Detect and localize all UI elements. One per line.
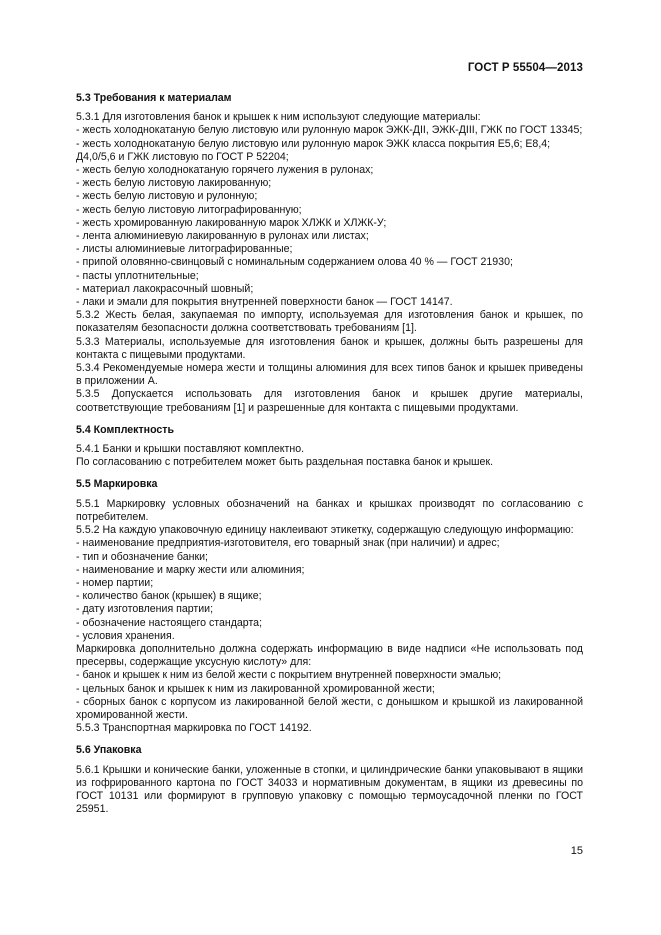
list-item: - жесть холоднокатаную белую листовую или рулонную марок ЭЖК-ДII, ЭЖК-ДIII, ГЖК по ГОСТ 13345; bbox=[76, 124, 583, 137]
list-item: - жесть холоднокатаную белую листовую или рулонную марок ЭЖК класса покрытия Е5,6; Е8,4; Д4,0/5,6 и ГЖК листовую по ГОСТ Р 52204; bbox=[76, 137, 551, 163]
paragraph-5-5-additional: Маркировка дополнительно должна содержать информацию в виде надписи «Не использовать под пресервы, содержащие уксусную кислоту» для: bbox=[76, 642, 583, 669]
label-info-list bbox=[76, 537, 583, 643]
section-title-packaging: 5.6 Упаковка bbox=[76, 744, 142, 757]
list-item: - наименование предприятия-изготовителя, его товарный знак (при наличии) и адрес; bbox=[76, 537, 500, 550]
paragraph-5-3-2: 5.3.2 Жесть белая, закупаемая по импорту, используемая для изготовления банок и крышек, по показателям безопасности должна соответствовать требованиям [1]. bbox=[76, 309, 583, 335]
paragraph-5-3-5: 5.3.5 Допускается использовать для изготовления банок и крышек другие материалы, соответствующие требованиям [1] и разрешенные для контакта с пищевыми продуктами. bbox=[76, 388, 583, 414]
document-body bbox=[76, 92, 583, 816]
list-item: - сборных банок с корпусом из лакированной белой жести, с донышком и крышкой из лакированной хромированной жести. bbox=[76, 695, 583, 721]
list-item: - припой оловянно-свинцовый с номинальным содержанием олова 40 % — ГОСТ 21930; bbox=[76, 256, 513, 269]
paragraph-5-3-3: 5.3.3 Материалы, используемые для изготовления банок и крышек, должны быть разрешены для контакта с пищевыми продуктами. bbox=[76, 335, 583, 361]
list-item: - материал лакокрасочный шовный; bbox=[76, 282, 254, 295]
paragraph-5-6-1: 5.6.1 Крышки и конические банки, уложенные в стопки, и цилиндрические банки упаковывают в ящики из гофрированного картона по ГОСТ 34033 и нормативным документам, в ящики из древесины по ГОСТ 10131 или формируют в групповую упаковку с помощью термоусадочной пленки по ГОСТ 25951. bbox=[76, 763, 583, 816]
list-item: - жесть белую листовую литографированную; bbox=[76, 203, 302, 216]
list-item: - количество банок (крышек) в ящике; bbox=[76, 590, 262, 603]
section-title-marking: 5.5 Маркировка bbox=[76, 478, 158, 491]
paragraph-5-5-1: 5.5.1 Маркировку условных обозначений на банках и крышках производят по согласованию с потребителем. bbox=[76, 497, 583, 523]
paragraph-5-5-3: 5.5.3 Транспортная маркировка по ГОСТ 14192. bbox=[76, 722, 312, 735]
materials-list bbox=[76, 124, 583, 309]
warning-list bbox=[76, 669, 583, 722]
list-item: - лаки и эмали для покрытия внутренней поверхности банок — ГОСТ 14147. bbox=[76, 296, 453, 309]
section-title-completeness: 5.4 Комплектность bbox=[76, 423, 174, 436]
list-item: - жесть белую листовую лакированную; bbox=[76, 177, 272, 190]
list-item: - лента алюминиевую лакированную в рулонах или листах; bbox=[76, 230, 369, 243]
list-item: - жесть белую листовую и рулонную; bbox=[76, 190, 258, 203]
list-item: - цельных банок и крышек к ним из лакированной хромированной жести; bbox=[76, 682, 435, 695]
paragraph-5-4-1: 5.4.1 Банки и крышки поставляют комплектно. bbox=[76, 443, 305, 456]
standard-header: ГОСТ Р 55504—2013 bbox=[467, 62, 583, 74]
list-item: - жесть белую холоднокатаную горячего лужения в рулонах; bbox=[76, 164, 374, 177]
list-item: - банок и крышек к ним из белой жести с покрытием внутренней поверхности эмалью; bbox=[76, 669, 502, 682]
page-number: 15 bbox=[570, 845, 583, 857]
list-item: - условия хранения. bbox=[76, 629, 175, 642]
list-item: - пасты уплотнительные; bbox=[76, 269, 199, 282]
paragraph-5-5-2: 5.5.2 На каждую упаковочную единицу наклеивают этикетку, содержащую следующую информацию: bbox=[76, 524, 574, 537]
list-item: - дату изготовления партии; bbox=[76, 603, 214, 616]
list-item: - тип и обозначение банки; bbox=[76, 550, 208, 563]
list-item: - листы алюминиевые литографированные; bbox=[76, 243, 293, 256]
paragraph-5-3-1: 5.3.1 Для изготовления банок и крышек к ним используют следующие материалы: bbox=[76, 111, 481, 124]
list-item: - жесть хромированную лакированную марок ХЛЖК и ХЛЖК-У; bbox=[76, 216, 387, 229]
list-item: - наименование и марку жести или алюминия; bbox=[76, 563, 305, 576]
paragraph-5-4-note: По согласованию с потребителем может быть раздельная поставка банок и крышек. bbox=[76, 456, 494, 469]
section-title-materials: 5.3 Требования к материалам bbox=[76, 92, 232, 104]
list-item: - обозначение настоящего стандарта; bbox=[76, 616, 263, 629]
list-item: - номер партии; bbox=[76, 576, 154, 589]
paragraph-5-3-4: 5.3.4 Рекомендуемые номера жести и толщины алюминия для всех типов банок и крышек приведены в приложении А. bbox=[76, 362, 583, 388]
